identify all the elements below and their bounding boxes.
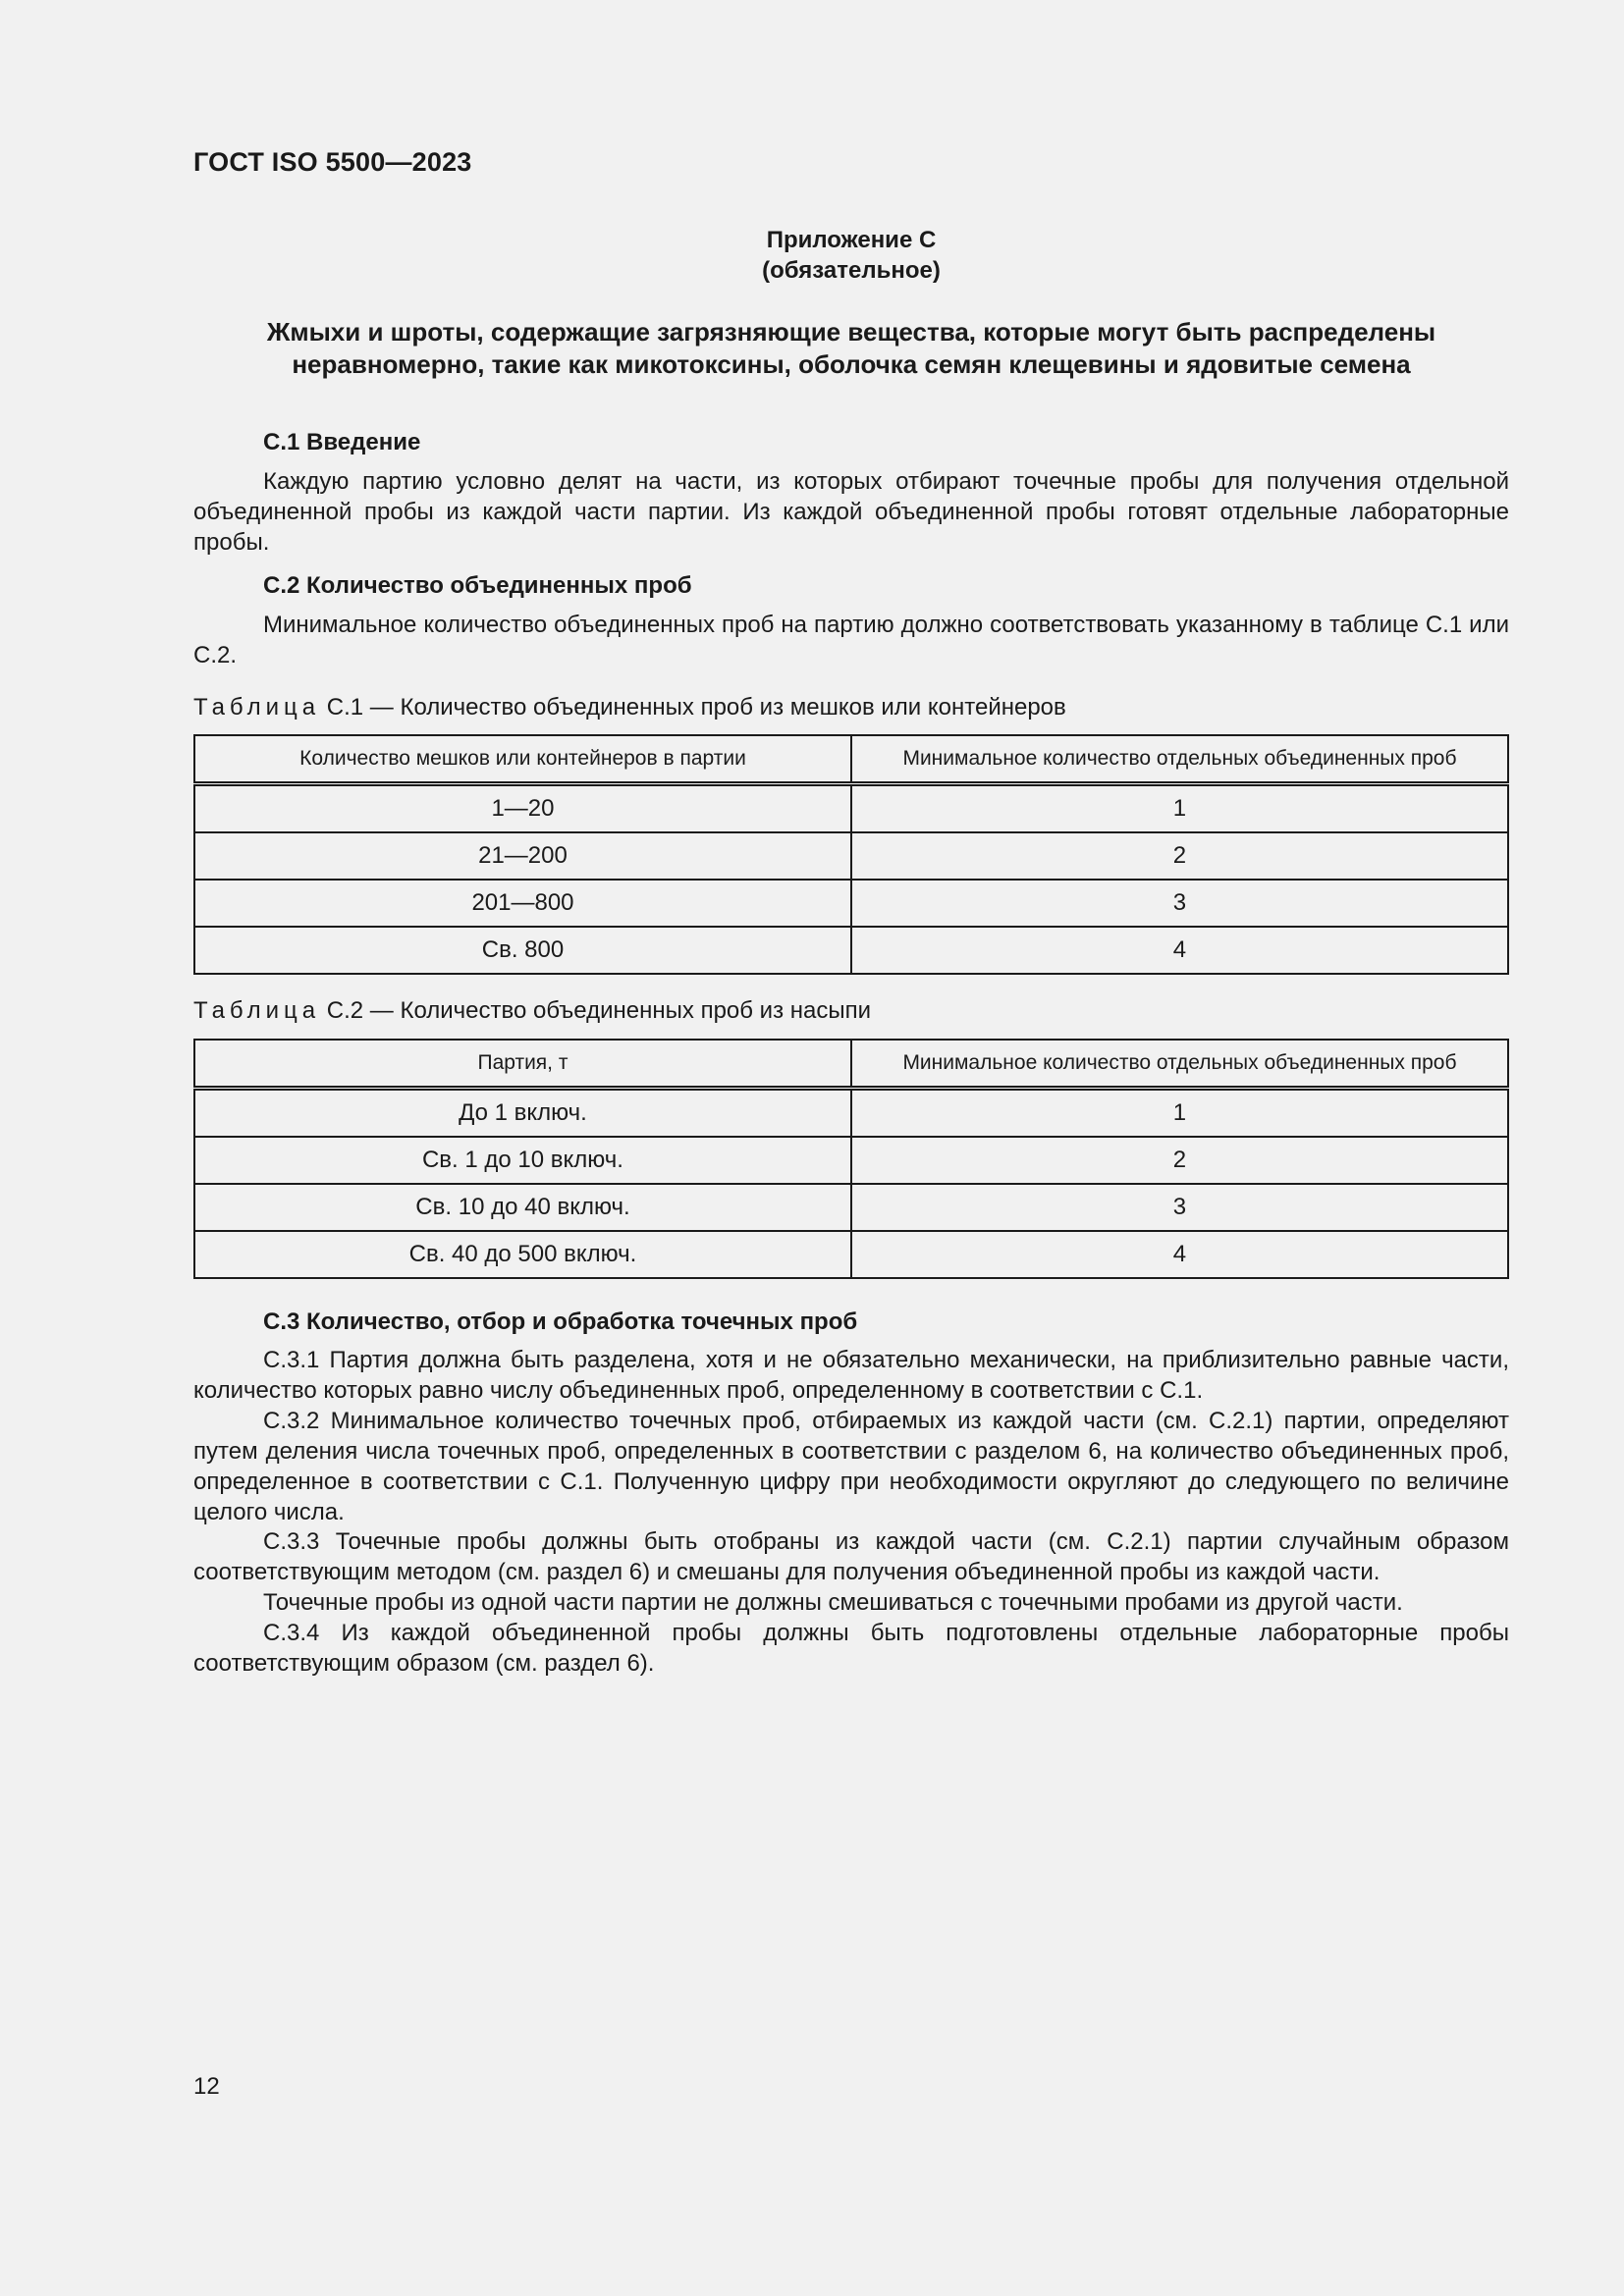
table-header-cell: Количество мешков или контейнеров в партии [194, 735, 851, 784]
table-c2 [193, 1039, 1509, 1279]
table-row [194, 784, 1508, 833]
main-title-line-2: неравномерно, такие как микотоксины, оболочка семян клещевины и ядовитые семена [292, 349, 1411, 379]
table-c1 [193, 734, 1509, 975]
table-c2-caption-text: С.2 — Количество объединенных проб из насыпи [320, 997, 872, 1024]
table-cell: Св. 1 до 10 включ. [194, 1137, 851, 1184]
table-cell: До 1 включ. [194, 1089, 851, 1138]
table-header-row [194, 1040, 1508, 1089]
table-cell: 1 [851, 784, 1508, 833]
table-cell: 1—20 [194, 784, 851, 833]
table-c1-caption-text: С.1 — Количество объединенных проб из мешков или контейнеров [320, 694, 1066, 721]
table-row [194, 832, 1508, 880]
section-c3-paragraph-1: С.3.1 Партия должна быть разделена, хотя и не обязательно механически, на приблизительно равные части, количество которых равно числу объединенных проб, определенному в соответствии с С.1. [193, 1347, 1509, 1404]
table-cell: Св. 10 до 40 включ. [194, 1184, 851, 1231]
table-header-cell: Минимальное количество отдельных объединенных проб [851, 1040, 1508, 1089]
section-c3-paragraph-3: С.3.3 Точечные пробы должны быть отобраны из каждой части (см. С.2.1) партии случайным образом соответствующим методом (см. раздел 6) и смешаны для получения объединенной пробы из каждой части. [193, 1528, 1509, 1585]
table-cell: 4 [851, 927, 1508, 974]
table-row [194, 1184, 1508, 1231]
table-cell: 3 [851, 1184, 1508, 1231]
table-cell: 2 [851, 832, 1508, 880]
section-c2-text: Минимальное количество объединенных проб на партию должно соответствовать указанному в таблице С.1 или С.2. [193, 612, 1509, 668]
table-c2-caption [193, 997, 871, 1025]
section-c1-text: Каждую партию условно делят на части, из которых отбирают точечные пробы для получения отдельной объединенной пробы из каждой части партии. Из каждой объединенной пробы готовят отдельные лабораторные пробы. [193, 468, 1509, 556]
table-row [194, 1231, 1508, 1278]
section-c1-heading: С.1 Введение [263, 429, 421, 455]
annex-heading [193, 225, 1509, 286]
table-row [194, 1089, 1508, 1138]
table-cell: 21—200 [194, 832, 851, 880]
section-c3-heading: С.3 Количество, отбор и обработка точечных проб [263, 1308, 858, 1335]
table-cell: Св. 40 до 500 включ. [194, 1231, 851, 1278]
section-c2-heading: С.2 Количество объединенных проб [263, 572, 692, 599]
table-c2-caption-word: Таблица [193, 997, 321, 1024]
table-row [194, 880, 1508, 927]
table-header-row [194, 735, 1508, 784]
table-row [194, 927, 1508, 974]
main-title-line-1: Жмыхи и шроты, содержащие загрязняющие вещества, которые могут быть распределены [266, 317, 1436, 347]
section-c3-paragraph-5: С.3.4 Из каждой объединенной пробы должны быть подготовлены отдельные лабораторные пробы соответствующим образом (см. раздел 6). [193, 1620, 1509, 1677]
table-cell: 1 [851, 1089, 1508, 1138]
page-number: 12 [193, 2073, 220, 2100]
table-cell: 201—800 [194, 880, 851, 927]
table-c1-caption [193, 694, 1066, 721]
section-c3-paragraph-2: С.3.2 Минимальное количество точечных проб, отбираемых из каждой части (см. С.2.1) партии, определяют путем деления числа точечных проб, определенных в соответствии с разделом 6, на количество объединенных проб, определенное в соответствии с С.1. Полученную цифру при необходимости округляют до следующего по величине целого числа. [193, 1408, 1509, 1525]
table-cell: 4 [851, 1231, 1508, 1278]
table-cell: Св. 800 [194, 927, 851, 974]
table-c1-caption-word: Таблица [193, 694, 321, 721]
table-header-cell: Партия, т [194, 1040, 851, 1089]
section-c3-paragraph-4: Точечные пробы из одной части партии не должны смешиваться с точечными пробами из другой части. [263, 1589, 1403, 1616]
annex-title: Приложение С [766, 227, 937, 253]
annex-status: (обязательное) [762, 257, 941, 284]
table-header-cell: Минимальное количество отдельных объединенных проб [851, 735, 1508, 784]
document-code: ГОСТ ISO 5500—2023 [193, 147, 472, 177]
table-cell: 3 [851, 880, 1508, 927]
table-row [194, 1137, 1508, 1184]
annex-main-title [193, 316, 1509, 381]
table-cell: 2 [851, 1137, 1508, 1184]
